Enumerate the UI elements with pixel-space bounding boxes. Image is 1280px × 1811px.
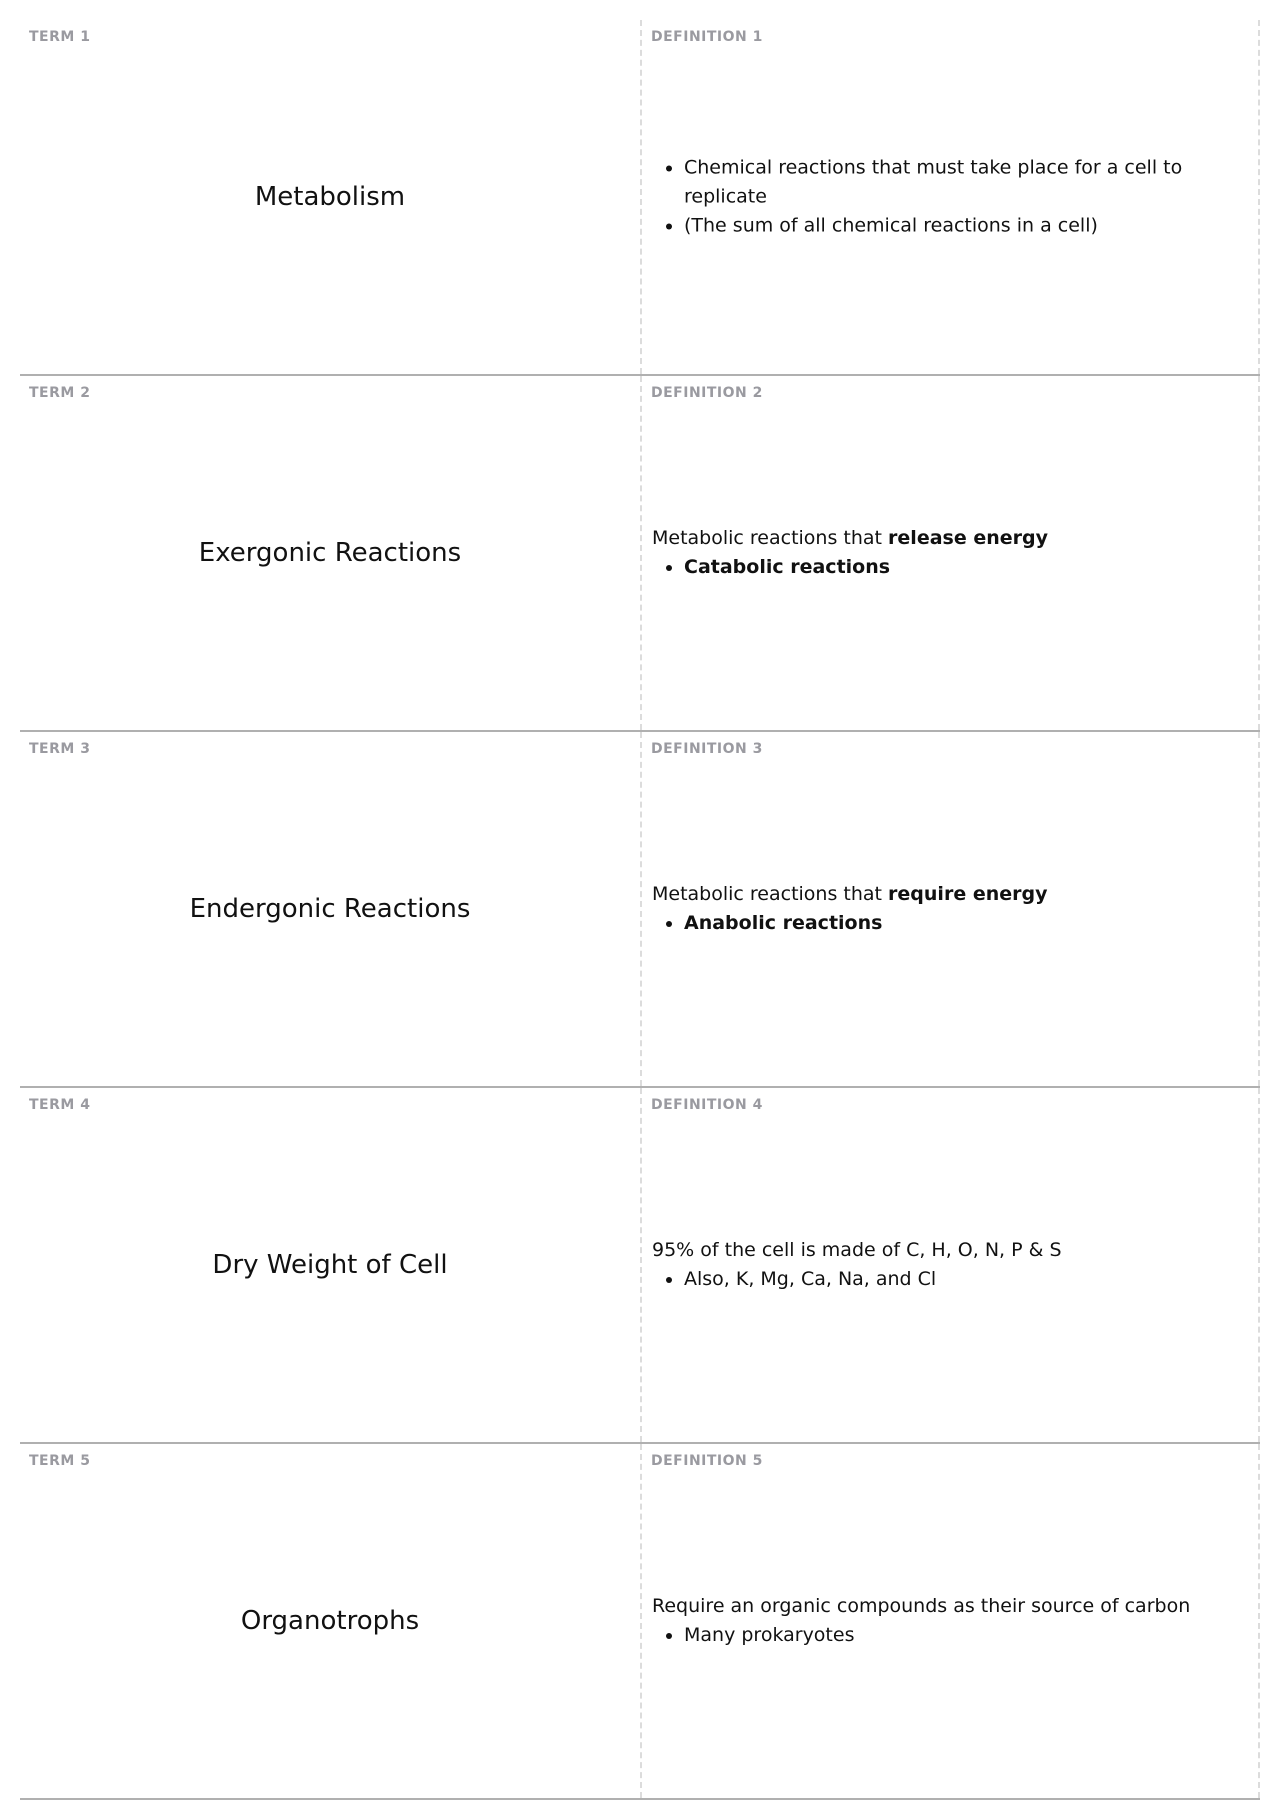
term-text-4: Dry Weight of Cell <box>212 1250 448 1280</box>
definition-lead-bold: require energy <box>888 883 1048 905</box>
definition-bullet: • Anabolic reactions <box>684 909 1238 938</box>
definition-list-4 <box>652 1265 1238 1294</box>
term-text-5: Organotrophs <box>240 1606 420 1636</box>
definition-label-3: DEFINITION 3 <box>651 741 763 757</box>
definition-lead <box>652 880 1238 909</box>
definition-list-3 <box>652 909 1238 938</box>
term-text-3: Endergonic Reactions <box>189 894 471 924</box>
term-cell-4 <box>20 1088 642 1442</box>
definition-body-3 <box>652 880 1238 938</box>
definition-body-4 <box>652 1236 1238 1294</box>
flashcard-5 <box>20 1444 1260 1800</box>
definition-label-5: DEFINITION 5 <box>651 1453 763 1469</box>
definition-label-1: DEFINITION 1 <box>651 29 763 45</box>
definition-lead-text: Metabolic reactions that <box>652 883 889 905</box>
definition-list-1 <box>652 154 1238 241</box>
term-cell-3 <box>20 732 642 1086</box>
definition-lead: Require an organic compounds as their source of carbon <box>652 1595 1191 1617</box>
definition-lead-bold: release energy <box>888 527 1048 549</box>
definition-bullet: • Catabolic reactions <box>684 553 1238 582</box>
term-text-2: Exergonic Reactions <box>198 538 462 568</box>
definition-lead <box>652 524 1238 553</box>
term-cell-5 <box>20 1444 642 1798</box>
term-cell-1 <box>20 20 642 374</box>
definition-cell-5 <box>642 1444 1260 1798</box>
flashcard-4 <box>20 1088 1260 1444</box>
definition-lead: 95% of the cell is made of C, H, O, N, P & S <box>652 1239 1062 1261</box>
definition-label-2: DEFINITION 2 <box>651 385 763 401</box>
term-cell-2 <box>20 376 642 730</box>
term-label-5: TERM 5 <box>29 1453 91 1469</box>
flashcard-1 <box>20 20 1260 376</box>
definition-lead-text: Metabolic reactions that <box>652 527 889 549</box>
flashcard-3 <box>20 732 1260 1088</box>
definition-cell-1 <box>642 20 1260 374</box>
definition-list-2 <box>652 553 1238 582</box>
definition-cell-2 <box>642 376 1260 730</box>
definition-cell-3 <box>642 732 1260 1086</box>
definition-bullet: • Chemical reactions that must take place for a cell to replicate <box>684 154 1238 212</box>
definition-bullet: • Many prokaryotes <box>684 1621 1238 1650</box>
definition-bullet: • (The sum of all chemical reactions in a cell) <box>684 212 1238 241</box>
term-label-1: TERM 1 <box>29 29 91 45</box>
flashcard-sheet <box>20 20 1260 1800</box>
definition-cell-4 <box>642 1088 1260 1442</box>
flashcard-2 <box>20 376 1260 732</box>
definition-list-5 <box>652 1621 1238 1650</box>
definition-body-5 <box>652 1592 1238 1650</box>
definition-bullet: • Also, K, Mg, Ca, Na, and Cl <box>684 1265 1238 1294</box>
definition-body-2 <box>652 524 1238 582</box>
term-label-3: TERM 3 <box>29 741 91 757</box>
definition-body-1 <box>652 154 1238 241</box>
definition-label-4: DEFINITION 4 <box>651 1097 763 1113</box>
term-label-2: TERM 2 <box>29 385 91 401</box>
term-text-1: Metabolism <box>254 182 406 212</box>
term-label-4: TERM 4 <box>29 1097 91 1113</box>
